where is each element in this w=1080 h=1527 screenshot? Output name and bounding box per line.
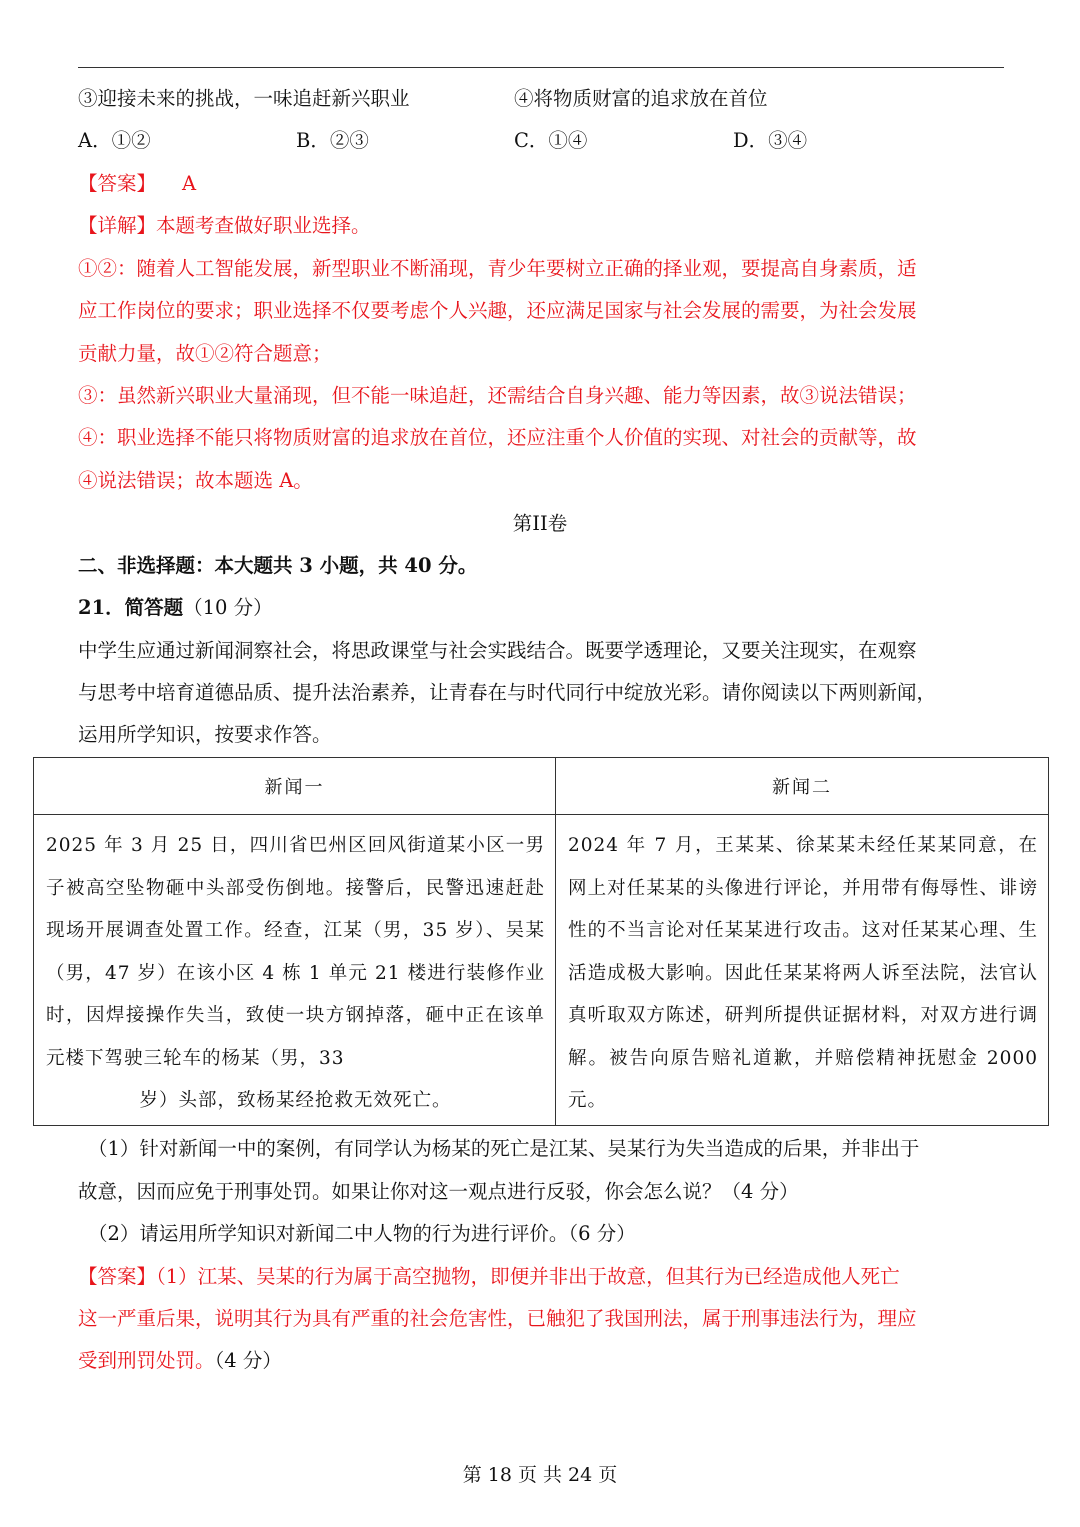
choice-d: D．③④ [733, 129, 808, 152]
header-rule [78, 67, 1004, 68]
news-1-cell [34, 815, 556, 1126]
option-4: ④将物质财富的追求放在首位 [514, 87, 768, 110]
page-number: 第 18 页 共 24 页 [462, 1464, 618, 1486]
q21-title [78, 593, 1008, 623]
explain-intro-text: 本题考查做好职业选择。 [156, 214, 371, 237]
answer-label: 【答案】 [78, 172, 157, 195]
sub-question-2: （2）请运用所学知识对新闻二中人物的行为进行评价。（6 分） [88, 1222, 636, 1245]
option-3: ③迎接未来的挑战，一味追赶新兴职业 [78, 87, 410, 110]
sub-question-1-line: （1）针对新闻一中的案例，有同学认为杨某的死亡是江某、吴某行为失当造成的后果，并非出于 [88, 1137, 920, 1160]
explain-line: ③：虽然新兴职业大量涌现，但不能一味追赶，还需结合自身兴趣、能力等因素，故③说法错误； [78, 384, 917, 407]
choice-c: C．①④ [514, 129, 588, 152]
explain-line: ④：职业选择不能只将物质财富的追求放在首位，还应注重个人价值的实现、对社会的贡献等，故 [78, 426, 917, 449]
intro-line: 与思考中培育道德品质、提升法治素养，让青春在与时代同行中绽放光彩。请你阅读以下两则新闻， [78, 681, 937, 704]
news-1-text [34, 815, 555, 1123]
section-heading: 二、非选择题：本大题共 3 小题，共 40 分。 [78, 554, 478, 577]
q21-label: 21．简答题 [78, 596, 184, 619]
intro-line: 中学生应通过新闻洞察社会，将思政课堂与社会实践结合。既要学透理论，又要关注现实，在观察 [78, 639, 917, 662]
header-news-2: 新闻二 [556, 758, 1049, 815]
news-table [33, 757, 1049, 1126]
answer-value: A [182, 172, 197, 195]
news-2-text: 2024 年 7 月，王某某、徐某某未经任某某同意，在网上对任某某的头像进行评论，并用带有侮辱性、诽谤性的不当言论对任某某进行攻击。这对任某某心理、生活造成极大影响。因此任某某将两人诉至法院，法官认真听取双方陈述，研判所提供证据材料，对双方进行调解。被告向原告赔礼道歉，并赔偿精神抚慰金 2000 元。 [568, 835, 1038, 1111]
news-1-body: 2025 年 3 月 25 日，四川省巴州区回风街道某小区一男子被高空坠物砸中头部受伤倒地。接警后，民警迅速赶赴现场开展调查处置工作。经查，江某（男，35 岁）、吴某（男，47 岁）在该小区 4 栋 1 单元 21 楼进行装修作业时，因焊接操作失当，致使一块方钢掉落，砸中正在该单元楼下驾驶三轮车的杨某（男，33 [46, 835, 545, 1069]
answer21-line [78, 1262, 1008, 1292]
q20-answer [78, 169, 1008, 199]
explain-line: ④说法错误；故本题选 A。 [78, 469, 313, 492]
answer21-line: 这一严重后果，说明其行为具有严重的社会危害性，已触犯了我国刑法，属于刑事违法行为，理应 [78, 1307, 917, 1330]
answer21-text: （1）江某、吴某的行为属于高空抛物，即便并非出于故意，但其行为已经造成他人死亡 [156, 1265, 900, 1288]
sub-question-1-line: 故意，因而应免于刑事处罚。如果让你对这一观点进行反驳，你会怎么说？（4 分） [78, 1180, 799, 1203]
answer21-label: 【答案】 [78, 1265, 157, 1288]
q21-points: （10 分） [183, 596, 273, 619]
explain-line: ①②：随着人工智能发展，新型职业不断涌现，青少年要树立正确的择业观，要提高自身素质，适 [78, 257, 917, 280]
table-body-row [34, 815, 1049, 1126]
intro-line: 运用所学知识，按要求作答。 [78, 723, 332, 746]
news-2-cell [556, 815, 1049, 1126]
choice-b: B．②③ [296, 129, 369, 152]
table-header-row [34, 758, 1049, 815]
explain-line: 贡献力量，故①②符合题意； [78, 342, 332, 365]
volume-title: 第II卷 [512, 512, 568, 535]
explain-label: 【详解】 [78, 214, 157, 237]
answer21-last-line [78, 1346, 1008, 1376]
news-1-last-line: 岁）头部，致杨某经抢救无效死亡。 [139, 1090, 452, 1111]
q20-explain-intro [78, 211, 1008, 241]
choice-a: A．①② [78, 129, 151, 152]
header-news-1: 新闻一 [34, 758, 556, 815]
answer21-text: 受到刑罚处罚。 [78, 1349, 215, 1372]
explain-line: 应工作岗位的要求；职业选择不仅要考虑个人兴趣，还应满足国家与社会发展的需要，为社会发展 [78, 299, 917, 322]
answer21-points: （4 分） [214, 1349, 282, 1372]
